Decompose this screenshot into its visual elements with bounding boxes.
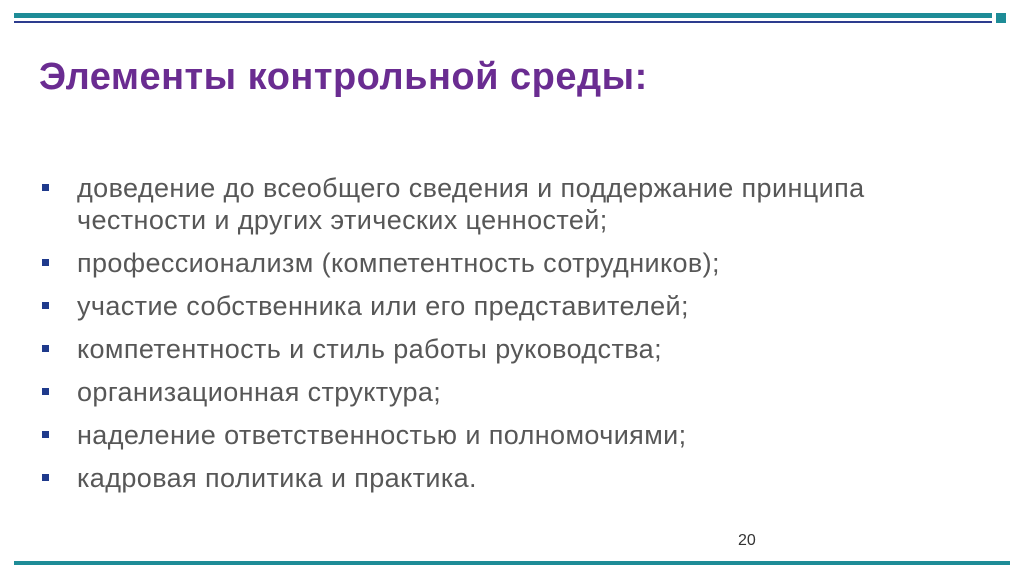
square-bullet-icon [42, 388, 49, 395]
bullet-text: профессионализм (компетентность сотрудников); [77, 248, 720, 278]
square-bullet-icon [42, 184, 49, 191]
square-bullet-icon [42, 259, 49, 266]
bottom-rule [14, 561, 1010, 565]
bullet-text: доведение до всеобщего сведения и поддержание принципа честности и других этических ценностей; [77, 173, 865, 235]
slide-title: Элементы контрольной среды: [39, 56, 648, 98]
bullet-text: кадровая политика и практика. [77, 463, 477, 493]
top-rule-thick [14, 13, 992, 18]
bullet-item [40, 462, 970, 494]
bullet-text: участие собственника или его представителей; [77, 291, 689, 321]
bullet-item [40, 419, 970, 451]
square-bullet-icon [42, 474, 49, 481]
top-rule-thin [14, 21, 992, 23]
square-bullet-icon [42, 431, 49, 438]
bullet-item [40, 376, 970, 408]
square-bullet-icon [42, 302, 49, 309]
square-bullet-icon [42, 345, 49, 352]
page-number: 20 [738, 532, 756, 549]
bullet-item [40, 333, 970, 365]
bullet-item [40, 247, 970, 279]
bullet-item [40, 172, 970, 236]
bullet-list [40, 172, 970, 505]
corner-square-decoration [996, 13, 1006, 23]
bullet-text: компетентность и стиль работы руководства; [77, 334, 662, 364]
bullet-item [40, 290, 970, 322]
bullet-text: наделение ответственностью и полномочиями; [77, 420, 687, 450]
bullet-text: организационная структура; [77, 377, 442, 407]
